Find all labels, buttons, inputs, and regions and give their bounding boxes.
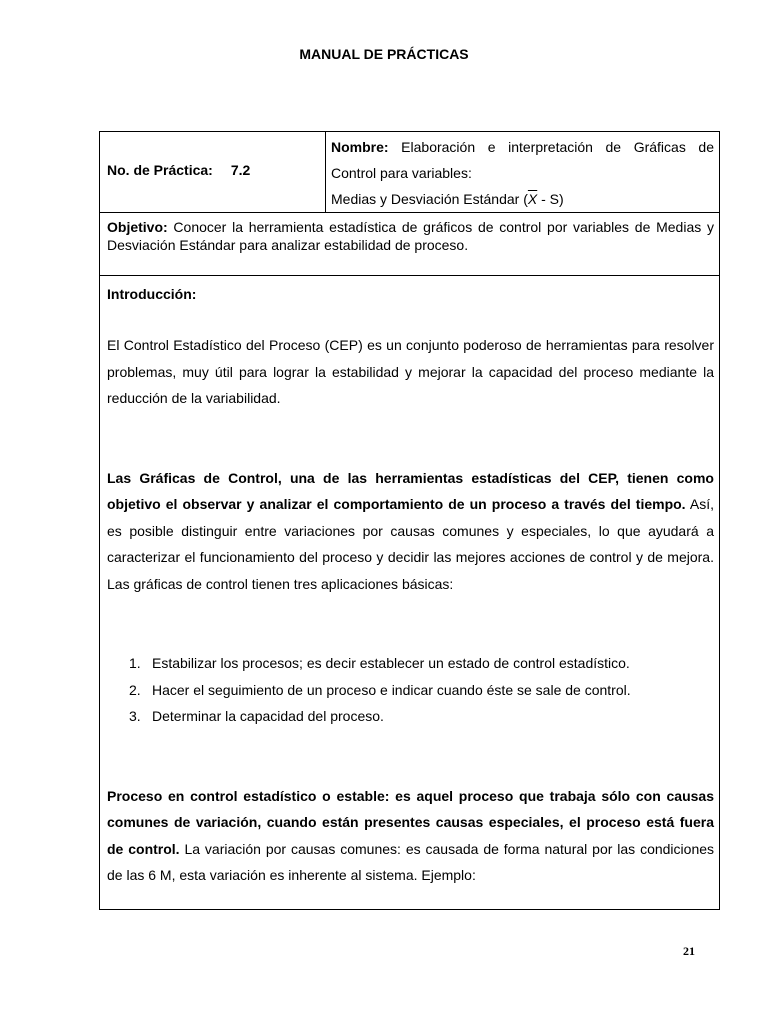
objective-body: Conocer la herramienta estadística de gráficos de control por variables de Medias y Desviación Estándar para analizar estabilidad de proceso. (107, 219, 714, 253)
objective-label: Objetivo: (107, 219, 168, 235)
practice-name-text1: Elaboración e interpretación de Gráficas de (401, 139, 714, 155)
introduction-section (107, 276, 714, 889)
list-item-number: 2. (129, 681, 141, 698)
practice-name-cell (331, 134, 714, 212)
practice-number-label: No. de Práctica: (107, 162, 213, 178)
practice-name-label: Nombre: (331, 139, 389, 155)
x-bar-symbol: $\overline{X}$ (527, 191, 538, 207)
page-title: MANUAL DE PRÁCTICAS (299, 46, 469, 62)
practice-table (99, 131, 720, 910)
practice-number (107, 162, 250, 178)
practice-number-value: 7.2 (230, 162, 251, 178)
list-item (107, 677, 714, 704)
paragraph-3-rest: La variación por causas comunes: es causada de forma natural por las condiciones de las 6 M, esta variación es inherente al sistema. Ejemplo: (107, 840, 715, 883)
page-number: 21 (683, 944, 695, 958)
introduction-paragraph-1: El Control Estadístico del Proceso (CEP) es un conjunto poderoso de herramientas para resolver problemas, muy útil para lograr la estabilidad y mejorar la capacidad del proceso mediante la reducción de la variabilidad. (107, 337, 714, 406)
practice-name-line3-suffix: - S) (537, 191, 564, 207)
objective-text (107, 218, 714, 254)
practice-number-cell (100, 132, 326, 212)
paragraph-2-bold: Las Gráficas de Control, una de las herramientas estadísticas del CEP, tienen como objetivo el observar y analizar el comportamiento de un proceso a través del tiempo. (107, 469, 714, 512)
list-item-number: 3. (129, 708, 141, 724)
introduction-heading: Introducción: (107, 286, 197, 302)
list-item-text: Hacer el seguimiento de un proceso e indicar cuando éste se sale de control. (152, 681, 631, 698)
paragraph-2-rest: Así, es posible distinguir entre variaciones por causas comunes y especiales, lo que ayudará a caracterizar el funcionamiento del proceso y decidir las mejores acciones de control y de mejora. Las gráficas de control tienen tres aplicaciones básicas: (107, 496, 714, 592)
list-item (107, 703, 714, 730)
practice-header-row (100, 132, 719, 213)
practice-name-line3-prefix: Medias y Desviación Estándar ( (331, 191, 528, 207)
paragraph-3-bold: Proceso en control estadístico o estable: es aquel proceso que trabaja sólo con causas comunes de variación, cuando están presentes causas especiales, el proceso está fuera de control. (107, 787, 714, 857)
introduction-paragraph-2 (107, 465, 714, 598)
list-item-text: Estabilizar los procesos; es decir establecer un estado de control estadístico. (152, 655, 630, 671)
practice-name-line3 (331, 186, 714, 212)
practice-name-line2: Control para variables: (331, 165, 472, 181)
applications-list (107, 650, 714, 730)
introduction-paragraph-3 (107, 783, 714, 889)
list-item-text: Determinar la capacidad del proceso. (152, 708, 384, 724)
objective-row (100, 212, 719, 276)
list-item-number: 1. (129, 655, 141, 671)
practice-name-line1 (331, 134, 714, 160)
list-item (107, 650, 714, 677)
